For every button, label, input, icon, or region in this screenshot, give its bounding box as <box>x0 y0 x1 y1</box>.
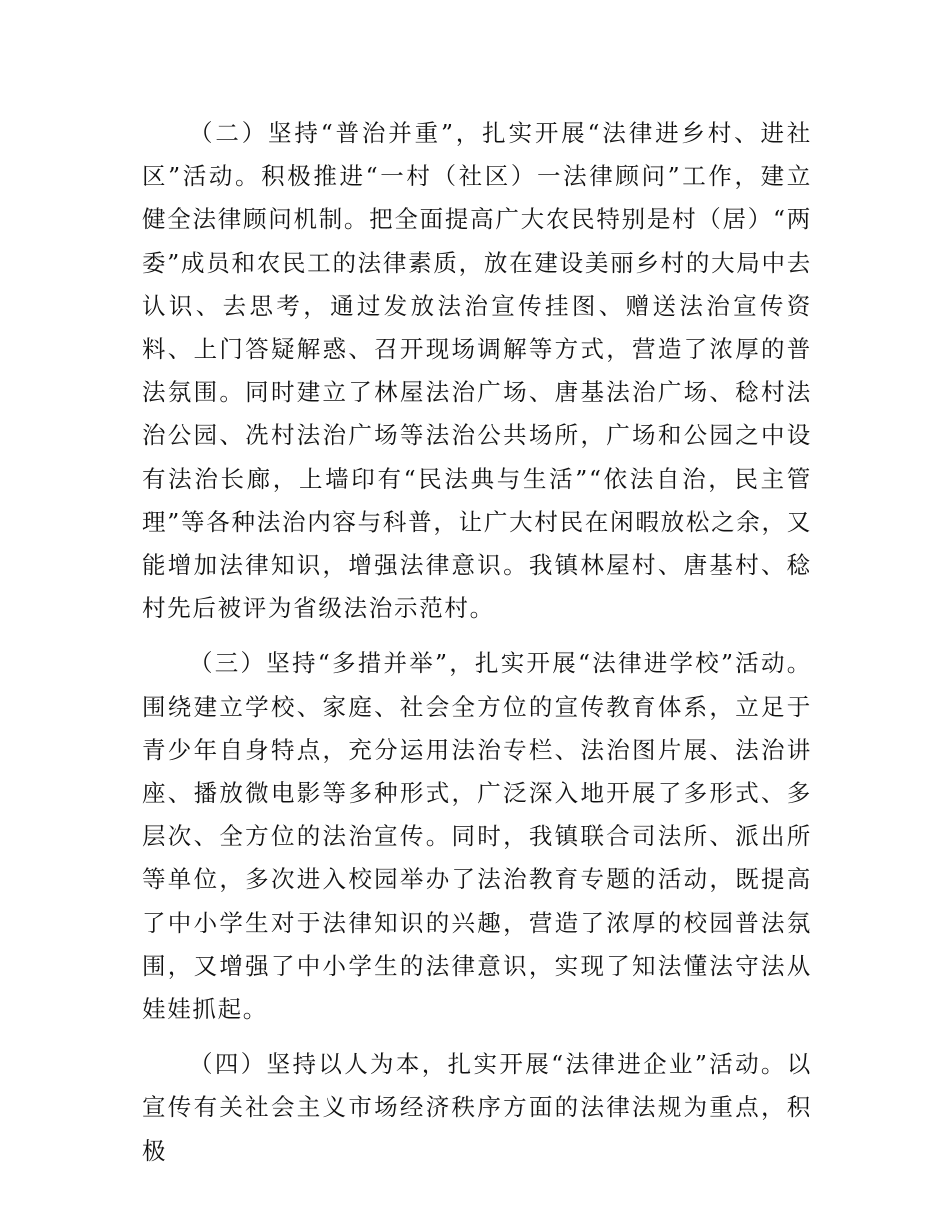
paragraph-2-rural-community: （二）坚持“普治并重”，扎实开展“法律进乡村、进社区”活动。积极推进“一村（社区）一法律顾问”工作，建立健全法律顾问机制。把全面提高广大农民特别是村（居）“两委”成员和农民工的法律素质，放在建设美丽乡村的大局中去认识、去思考，通过发放法治宣传挂图、赠送法治宣传资料、上门答疑解惑、召开现场调解等方式，营造了浓厚的普法氛围。同时建立了林屋法治广场、唐基法治广场、稔村法治公园、冼村法治广场等法治公共场所，广场和公园之中设有法治长廊，上墙印有“民法典与生活”“依法自治，民主管理”等各种法治内容与科普，让广大村民在闲暇放松之余，又能增加法律知识，增强法律意识。我镇林屋村、唐基村、稔村先后被评为省级法治示范村。 <box>142 119 812 623</box>
paragraph-4-enterprise: （四）坚持以人为本，扎实开展“法律进企业”活动。以宣传有关社会主义市场经济秩序方面的法律法规为重点，积极 <box>142 1050 812 1165</box>
document-body <box>142 112 812 1173</box>
paragraph-3-school: （三）坚持“多措并举”，扎实开展“法律进学校”活动。围绕建立学校、家庭、社会全方位的宣传教育体系，立足于青少年自身特点，充分运用法治专栏、法治图片展、法治讲座、播放微电影等多种形式，广泛深入地开展了多形式、多层次、全方位的法治宣传。同时，我镇联合司法所、派出所等单位，多次进入校园举办了法治教育专题的活动，既提高了中小学生对于法律知识的兴趣，营造了浓厚的校园普法氛围，又增强了中小学生的法律意识，实现了知法懂法守法从娃娃抓起。 <box>142 649 812 1024</box>
